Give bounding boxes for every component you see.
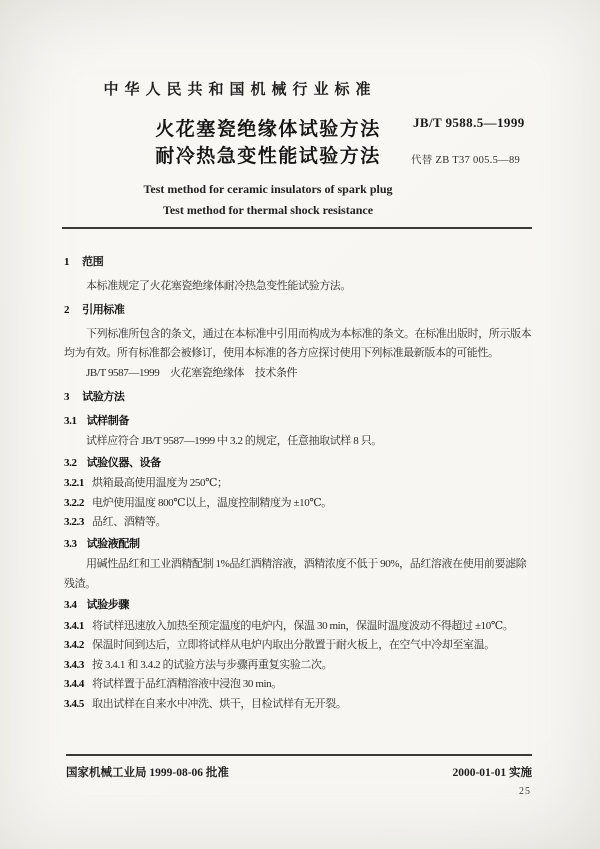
clause-number: 3.4.3 <box>64 658 85 671</box>
clause-heading <box>64 301 534 321</box>
clause-item <box>64 494 534 514</box>
clause-text: 烘箱最高使用温度为 250℃； <box>92 477 228 489</box>
clause-text: JB/T 9587—1999 火花塞瓷绝缘体 技术条件 <box>86 366 298 379</box>
clause-number: 3.1 <box>64 414 77 427</box>
clause-text: 将试样迅速放入加热至预定温度的电炉内，保温 30 min，保温时温度波动不得超过 ±10℃。 <box>92 619 514 632</box>
clause-text: 将试样置于品红酒精溶液中浸泡 30 min。 <box>92 678 282 690</box>
body-paragraph <box>64 325 534 364</box>
clause-text: 保温时间到达后，立即将试样从电炉内取出分散置于耐火板上，在空气中冷却至室温。 <box>92 639 495 651</box>
standard-number: JB/T 9588.5—1999 <box>413 115 525 130</box>
standard-org-line: 中华人民共和国机械行业标准 <box>103 82 377 98</box>
header-divider <box>62 227 532 229</box>
clause-number: 3.4.4 <box>64 678 85 690</box>
clause-text: 范围 <box>82 256 104 268</box>
clause-number: 2 <box>64 304 70 316</box>
implementation-line: 2000-01-01 实施 <box>452 767 532 779</box>
document-title-en-line1: Test method for ceramic insulators of spark plug <box>143 182 393 196</box>
clause-number: 3.2 <box>64 456 77 469</box>
clause-text: 引用标准 <box>82 304 125 316</box>
clause-item <box>64 617 534 637</box>
clause-heading <box>64 535 534 555</box>
document-title-cn-line1: 火花塞瓷绝缘体试验方法 <box>155 119 381 140</box>
document-title-en-line2: Test method for thermal shock resistance <box>162 203 374 217</box>
clause-number: 3 <box>64 391 70 403</box>
approval-line: 国家机械工业局 1999-08-06 批准 <box>66 767 229 779</box>
clause-text: 试样制备 <box>86 414 129 427</box>
clause-text: 试验步骤 <box>86 599 129 611</box>
clause-heading <box>64 388 534 408</box>
clause-item <box>64 695 534 715</box>
clause-heading <box>64 253 534 273</box>
clause-text: 试验仪器、设备 <box>86 456 161 469</box>
body-paragraph <box>64 432 534 452</box>
clause-text: 试验液配制 <box>86 537 140 550</box>
clause-item <box>64 675 534 695</box>
body-paragraph <box>64 364 534 384</box>
clause-number: 3.2.3 <box>64 516 85 528</box>
clause-text: 试样应符合 JB/T 9587—1999 中 3.2 的规定，任意抽取试样 8 只。 <box>86 435 382 447</box>
footer <box>66 764 532 780</box>
clause-heading <box>64 454 534 474</box>
clause-item <box>64 474 534 494</box>
document-title-en <box>0 179 536 221</box>
clause-heading <box>64 596 534 616</box>
clause-text: 取出试样在自来水中冲洗、烘干，目检试样有无开裂。 <box>92 697 347 710</box>
clause-text: 下列标准所包含的条文，通过在本标准中引用而构成为本标准的条文。在标准出版时，所示版本均为有效。所有标准都会被修订，使用本标准的各方应探讨使用下列标准最新版本的可能性。 <box>64 327 532 359</box>
clause-text: 用碱性品红和工业酒精配制 1%品红酒精溶液，酒精浓度不低于 90%，品红溶液在使用前要滤除残渣。 <box>64 558 527 590</box>
clause-number: 3.4.2 <box>64 639 85 651</box>
clause-item <box>64 513 534 533</box>
clause-number: 3.3 <box>64 537 77 550</box>
clause-text: 品红、酒精等。 <box>92 516 167 528</box>
clause-text: 按 3.4.1 和 3.4.2 的试验方法与步骤再重复实验二次。 <box>92 658 333 671</box>
clause-number: 3.4.5 <box>64 697 85 710</box>
clause-item <box>64 636 534 656</box>
clause-number: 3.4 <box>64 599 77 611</box>
clause-text: 本标准规定了火花塞瓷绝缘体耐冷热急变性能试验方法。 <box>86 279 351 292</box>
document-title-cn-line2: 耐冷热急变性能试验方法 <box>155 146 381 167</box>
clause-number: 3.4.1 <box>64 619 85 632</box>
clause-number: 3.2.1 <box>64 477 85 489</box>
clause-item <box>64 656 534 676</box>
replaces-note: 代替 ZB T37 005.5—89 <box>411 155 521 166</box>
clause-number: 3.2.2 <box>64 496 85 509</box>
footer-divider <box>66 754 532 756</box>
body-paragraph <box>64 555 534 594</box>
page-number: 25 <box>519 786 531 797</box>
clause-text: 试验方法 <box>82 391 125 403</box>
document-body <box>64 248 534 714</box>
clause-text: 电炉使用温度 800℃以上，温度控制精度为 ±10℃。 <box>92 496 332 509</box>
body-paragraph <box>64 277 534 297</box>
clause-heading <box>64 412 534 432</box>
clause-number: 1 <box>64 256 70 268</box>
